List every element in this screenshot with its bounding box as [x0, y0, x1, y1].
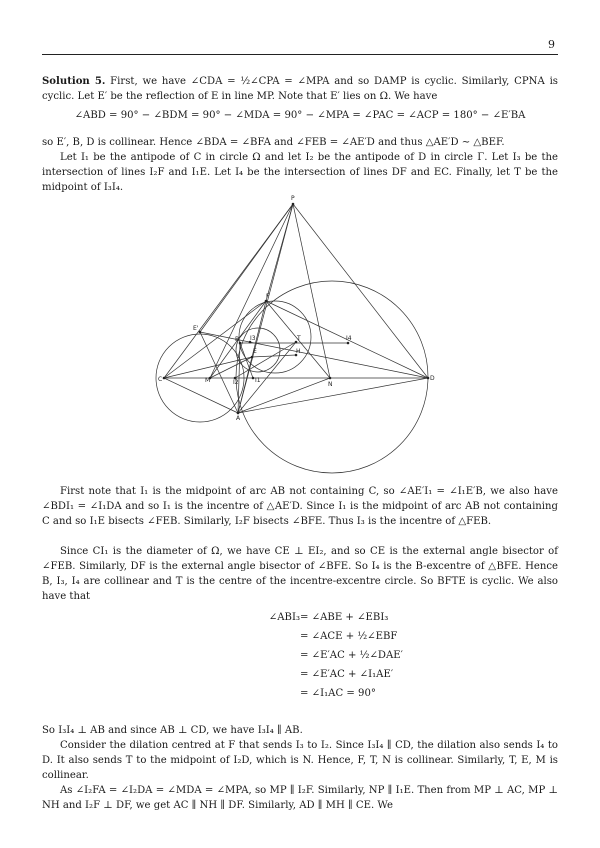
label-I4: I4	[346, 335, 352, 342]
derivation-line-5	[0, 684, 600, 703]
derivation-rhs: = ∠ABE + ∠EBI₃	[300, 612, 389, 623]
derivation-line-2	[0, 627, 600, 646]
label-C: C	[158, 376, 163, 383]
para-8: As ∠I₂FA = ∠I₂DA = ∠MDA = ∠MPA, so MP ∥ I₂F. Similarly, NP ∥ I₁E. Then from MP ⊥ AC, MP ⊥ NH and I₂F ⊥ DF, we get AC ∥ NH ∥ DF. Similarly, AD ∥ MH ∥ CE. We	[42, 785, 558, 811]
label-P: P	[291, 195, 295, 202]
label-I3: I3	[250, 335, 256, 342]
label-E-prime: E'	[193, 325, 199, 332]
para-5: Since CI₁ is the diameter of Ω, we have CE ⊥ EI₂, and so CE is the external angle bisector of ∠FEB. Similarly, DF is the external angle bisector of ∠BFE. So I₄ is the B-excentre of △BFE. Hence B, I₃, I₄ are collinear and T is the centre of the incentre-excentre circle. So BFTE is cyclic. We also have that	[42, 546, 558, 602]
label-B: B	[235, 336, 240, 343]
geometry-figure	[0, 190, 600, 480]
derivation-rhs: = ∠ACE + ½∠EBF	[300, 631, 398, 642]
label-M: M	[205, 377, 211, 384]
para-4: First note that I₁ is the midpoint of arc AB not containing C, so ∠AE′I₁ = ∠I₁E′B, we also have ∠BDI₁ = ∠I₁DA and so I₁ is the incentre of △AE′D. Since I₁ is the midpoint of arc AB not containing C and so I₁E bisects ∠FEB. Similarly, I₂F bisects ∠BFE. Thus I₃ is the incentre of △FEB.	[42, 486, 558, 527]
line-PA	[238, 204, 293, 413]
para-1-text: First, we have ∠CDA = ½∠CPA = ∠MPA and so DAMP is cyclic. Similarly, CPNA is cyclic. Let E′ be the reflection of E in line MP. Note that E′ lies on Ω. We have	[42, 76, 558, 102]
label-E: E	[253, 348, 257, 355]
para-1	[42, 74, 558, 104]
derivation-line-4	[0, 665, 600, 684]
label-T: T	[297, 335, 301, 342]
line-I2N	[235, 342, 296, 378]
equation-1: ∠ABD = 90° − ∠BDM = 90° − ∠MDA = 90° − ∠MPA = ∠PAC = ∠ACP = 180° − ∠E′BA	[74, 110, 526, 121]
para-6: So I₃I₄ ⊥ AB and since AB ⊥ CD, we have I₃I₄ ∥ AB.	[42, 725, 303, 736]
header-rule	[42, 54, 558, 55]
line-AN	[238, 378, 330, 413]
derivation-line-3	[0, 646, 600, 665]
para-3: Let I₁ be the antipode of C in circle Ω and let I₂ be the antipode of D in circle Γ. Let I₃ be the intersection of lines I₂F and I₁E. Let I₄ be the intersection of lines DF and EC. Finally, let T be the midpoint of I₃I₄.	[42, 152, 558, 193]
label-I1: I1	[255, 377, 261, 384]
derivation-rhs: = ∠I₁AC = 90°	[300, 688, 376, 699]
line-PD	[293, 204, 428, 378]
label-N: N	[328, 381, 333, 388]
label-F: F	[266, 293, 270, 300]
line-AE'	[200, 332, 238, 413]
page-number: 9	[548, 38, 555, 51]
derivation-line-1	[0, 608, 600, 627]
para-2: so E′, B, D is collinear. Hence ∠BDA = ∠BFA and ∠FEB = ∠AE′D and thus △AE′D ∼ △BEF.	[42, 137, 505, 148]
para-7: Consider the dilation centred at F that sends I₃ to I₂. Since I₃I₄ ∥ CD, the dilation also sends I₄ to D. It also sends T to the midpoint of I₂D, which is N. Hence, F, T, N is collinear. Similarly, T, E, M is collinear.	[42, 740, 558, 781]
label-H: H	[296, 348, 301, 355]
line-PM	[210, 204, 293, 378]
line-PE	[200, 204, 293, 332]
label-I2: I2	[233, 379, 239, 386]
line-AC	[164, 378, 238, 413]
label-D: D	[430, 375, 435, 382]
derivation-rhs: = ∠E′AC + ½∠DAE′	[300, 650, 403, 661]
derivation-rhs: = ∠E′AC + ∠I₁AE′	[300, 669, 394, 680]
line-AD	[238, 378, 428, 413]
angle-derivation	[0, 608, 600, 703]
solution-heading: Solution 5.	[42, 76, 106, 87]
derivation-lhs: ∠ABI₃	[268, 612, 300, 623]
label-A: A	[236, 415, 241, 422]
